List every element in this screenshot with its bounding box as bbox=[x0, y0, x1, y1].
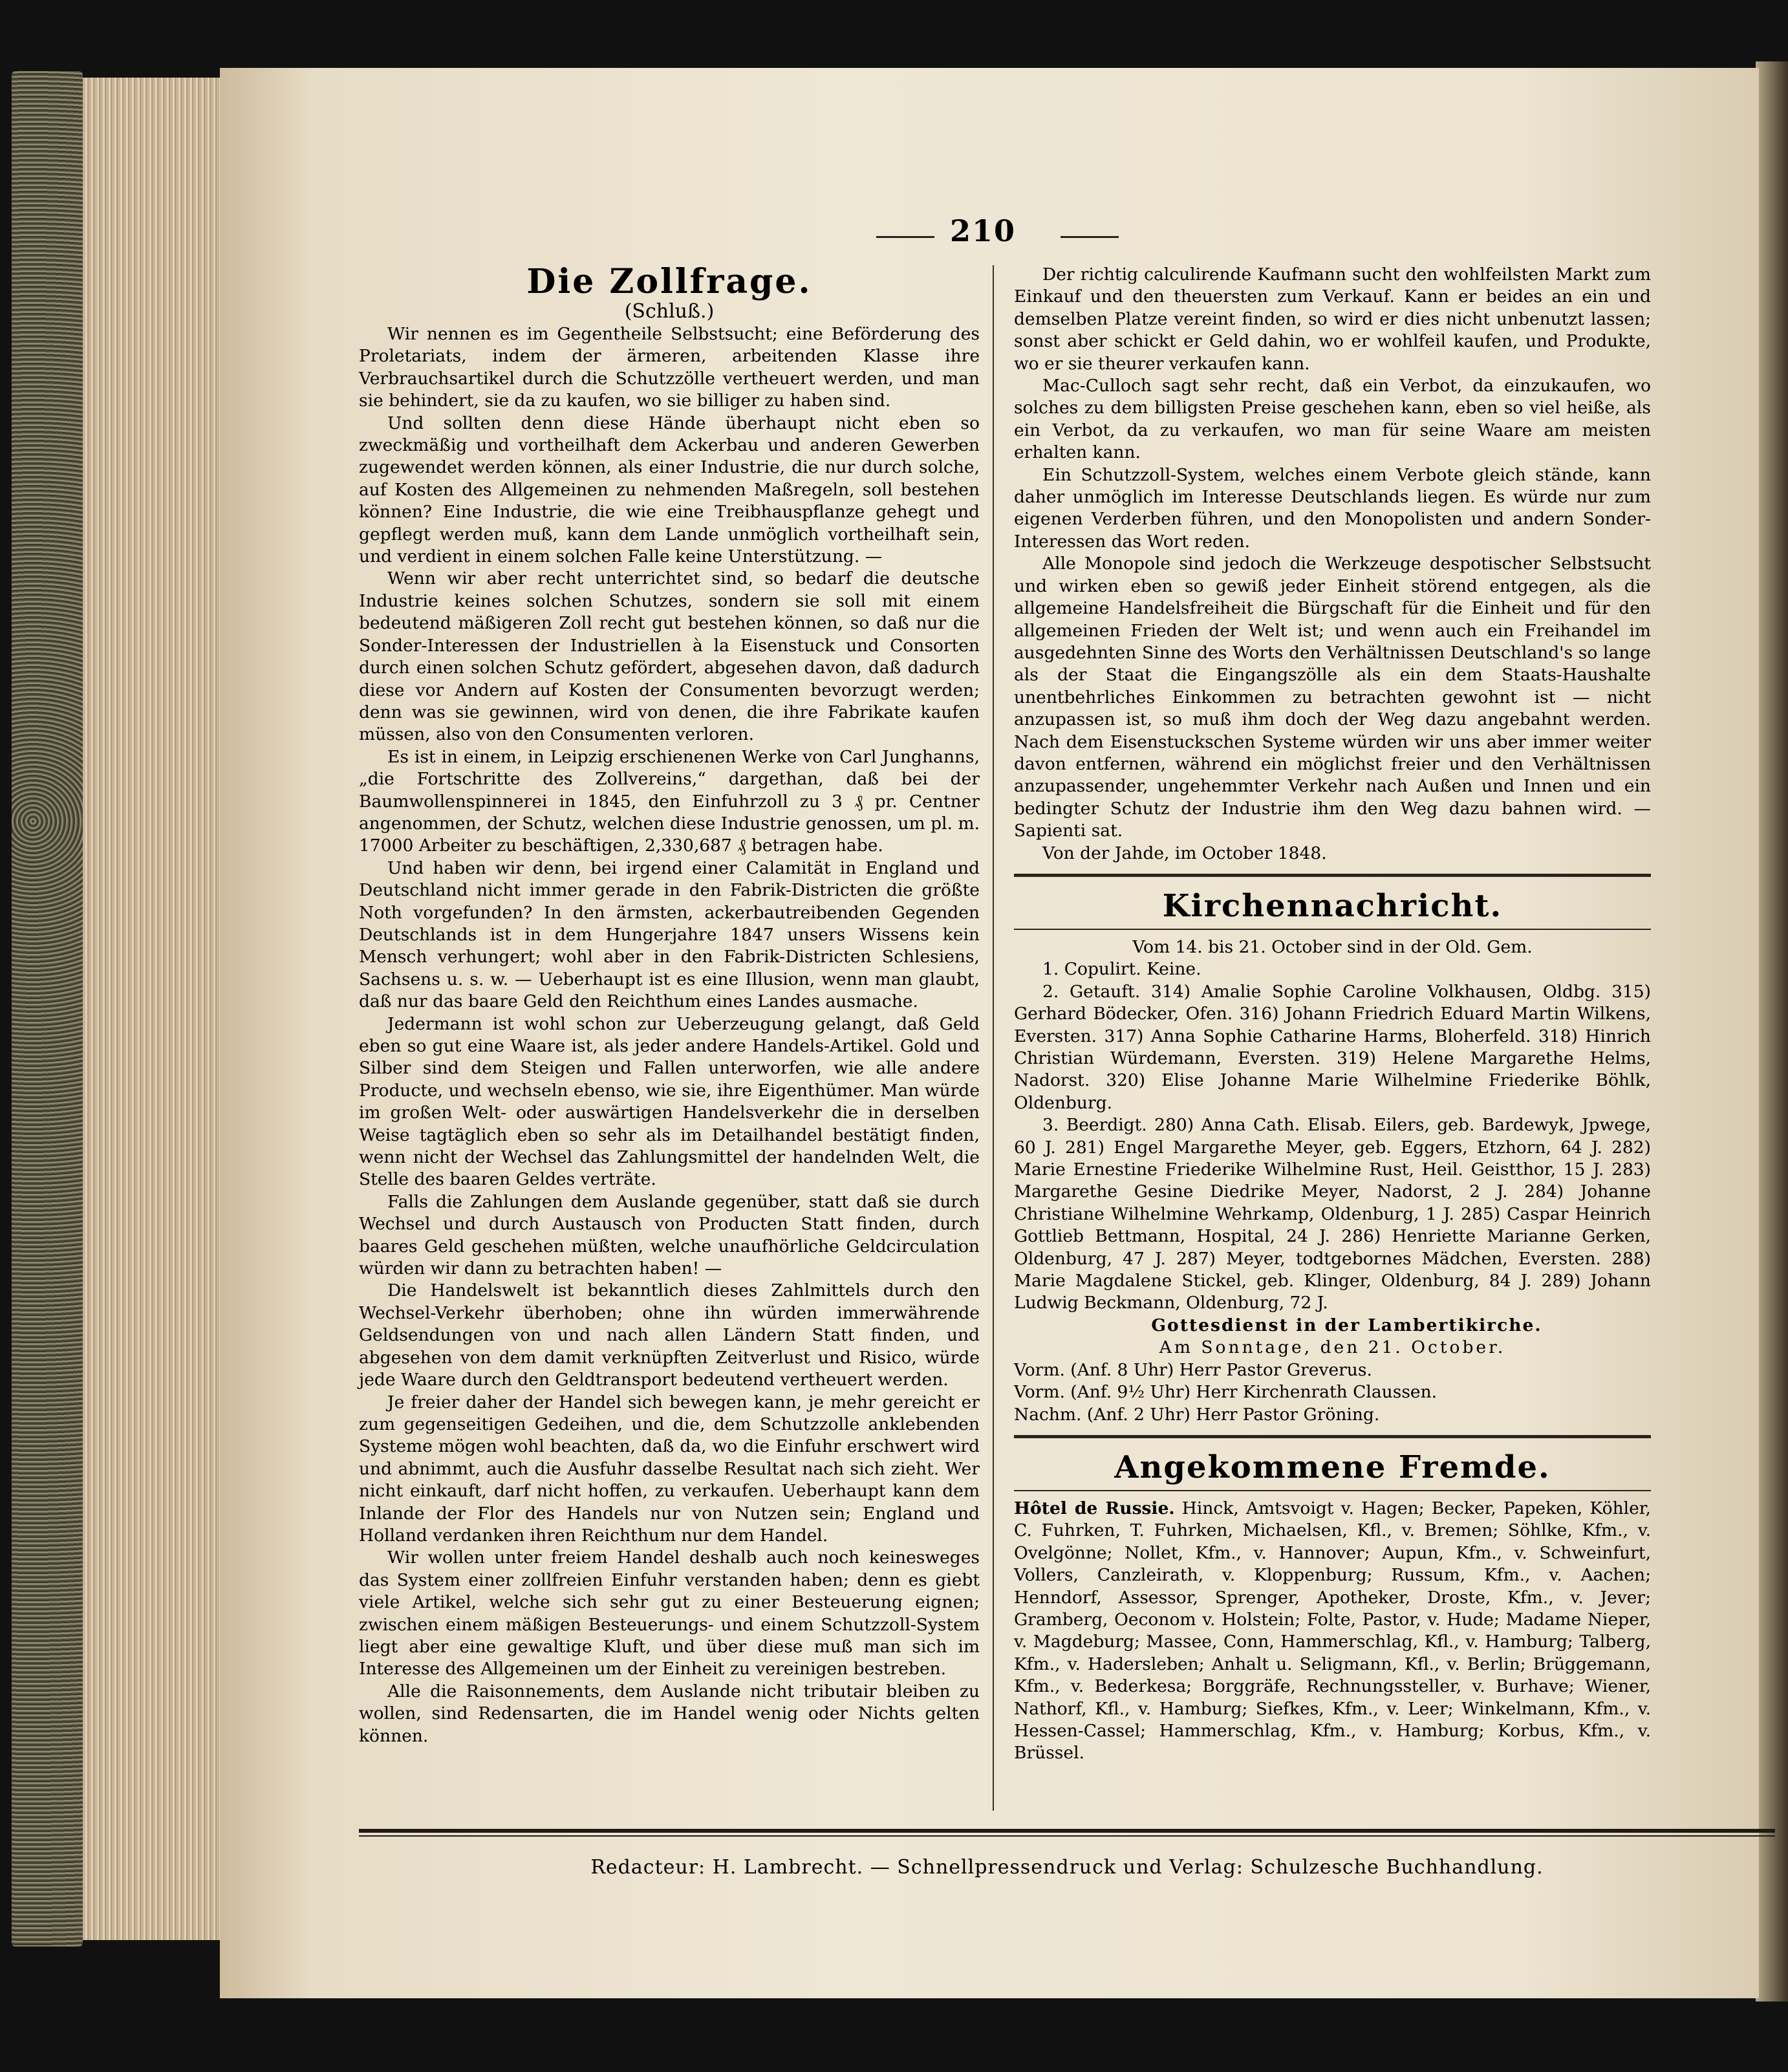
footer-rule-thin bbox=[359, 1835, 1775, 1837]
service-title: Gottesdienst in der Lambertikirche. bbox=[1151, 1315, 1542, 1335]
column-divider bbox=[993, 265, 994, 1811]
paragraph: Die Handelswelt ist bekanntlich dieses Zahlmittels durch den Wechsel-Verkehr überhoben; ohne ihn würden immerwährende Geldsendungen von und nach allen Ländern Statt finden, und abgesehen von dem damit verknüpften Zeitverlust und Risico, würde jede Waare durch den Geldtransport bedeutend vertheuert werden. bbox=[359, 1280, 980, 1390]
section-rule bbox=[1014, 874, 1651, 877]
service-entry: Nachm. (Anf. 2 Uhr) Herr Pastor Gröning. bbox=[1014, 1404, 1380, 1425]
paragraph: Wir wollen unter freiem Handel deshalb auch noch keinesweges das System einer zollfreien Einfuhr verstanden haben; denn es giebt viele Artikel, welche sich sehr gut zu einer Besteuerung eignen; zwischen einem mäßigen Besteuerungs- und einem Schutzzoll-System liegt aber eine gewaltige Kluft, und über diese muß man sich im Interesse des Allgemeinen um der Einheit zu vereinigen bestreben. bbox=[359, 1548, 980, 1679]
dateline: Von der Jahde, im October 1848. bbox=[1042, 843, 1327, 863]
service-date: Am Sonntage, den 21. October. bbox=[1159, 1337, 1506, 1358]
article-subtitle: (Schluß.) bbox=[624, 300, 715, 323]
arrivals-list: Hinck, Amtsvoigt v. Hagen; Becker, Papeken, Köhler, C. Fuhrken, T. Fuhrken, Michaelsen, Kfl., v. Bremen; Söhlke, Kfm., v. Ovelgönne; Nollet, Kfm., v. Hannover; Aupun, Kfm., v. Schweinfurt, Vollers, Canzleirath, v. Kloppenburg; Russum, Kfm., v. Aachen; Henndorf, Assessor, Sprenger, Apotheker, Droste, Kfm., v. Jever; Gramberg, Oeconom v. Holstein; Folte, Pastor, v. Hude; Madame Nieper, v. Magdeburg; Massee, Conn, Hammerschlag, Kfl., v. Hamburg; Talberg, Kfm., v. Haderslebеn; Anhalt u. Seligmann, Kfl., v. Berlin; Brüggemann, Kfm., v. Bederkesa; Borggräfe, Rechnungssteller, v. Burhave; Wiener, Nathorf, Kfl., v. Hamburg; Siefkes, Kfm., v. Leer; Winkelmann, Kfm., v. Hessen-Cassel; Hammerschlag, Kfm., v. Hamburg; Korbus, Kfm., v. Brüssel. bbox=[1014, 1498, 1651, 1764]
paragraph: Wir nennen es im Gegentheile Selbstsucht; eine Beförderung des Proletariats, indem der ärmeren, arbeitenden Klasse ihre Verbrauchsartikel durch die Schutzzölle vertheuert werden, und man sie behindert, sie da zu kaufen, wo sie billiger zu haben sind. bbox=[359, 324, 980, 411]
paragraph: Alle die Raisonnements, dem Auslande nicht tributair bleiben zu wollen, sind Redensarten, die im Handel wenig oder Nichts gelten können. bbox=[359, 1681, 980, 1746]
service-entry: Vorm. (Anf. 9½ Uhr) Herr Kirchenrath Claussen. bbox=[1014, 1382, 1438, 1403]
service-entry: Vorm. (Anf. 8 Uhr) Herr Pastor Greverus. bbox=[1014, 1359, 1372, 1380]
church-beerdigt: 3. Beerdigt. 280) Anna Cath. Elisab. Eilers, geb. Bardewyk, Jpwege, 60 J. 281) Engel Margarethe Meyer, geb. Eggers, Etzhorn, 64 J. 282) Marie Ernestine Friederike Wilhelmine Rust, Heil. Geistthor, 15 J. 283) Margarethe Gesine Diedrike Meyer, Nadorst, 2 J. 284) Johanne Christiane Wilhelmine Wehrkamp, Oldenburg, 1 J. 285) Caspar Heinrich Gottlieb Bettmann, Hospital, 24 J. 286) Henriette Marianne Gerken, Oldenburg, 47 J. 287) Meyer, todtgebornes Mädchen, Eversten. 288) Marie Magdalene Stickel, geb. Klinger, Oldenburg, 84 J. 289) Johann Ludwig Beckmann, Oldenburg, 72 J. bbox=[1014, 1115, 1651, 1313]
paragraph: Der richtig calculirende Kaufmann sucht den wohlfeilsten Markt zum Einkauf und den theuersten zum Verkauf. Kann er beides an ein und demselben Platze vereint finden, so wird er dies nicht unbenutzt lassen; sonst aber schickt er Geld dahin, wo er wohlfeil kaufen, und Produkte, wo er sie theurer verkaufen kann. bbox=[1014, 264, 1651, 374]
section-rule-thin bbox=[1014, 929, 1651, 930]
imprint-footer: Redacteur: H. Lambrecht. — Schnellpressendruck und Verlag: Schulzesche Buchhandlung. bbox=[590, 1856, 1544, 1879]
church-intro: Vom 14. bis 21. October sind in der Old. Gem. bbox=[1132, 936, 1533, 957]
page-number-rule-right bbox=[1061, 236, 1119, 238]
paragraph: Je freier daher der Handel sich bewegen kann, je mehr gereicht er zum gegenseitigen Gedeihen, und die, dem Schutzzolle anklebenden Systeme mögen wohl beachten, daß da, wo die Einfuhr erschwert wird und abnimmt, auch die Ausfuhr dasselbe Resultat nach sich zieht. Wer nicht einkauft, darf nicht hoffen, zu verkaufen. Ueberhaupt kann dem Inlande der Flor des Handels nur von Nutzen sein; England und Holland verdanken ihren Reichthum nur dem Handel. bbox=[359, 1392, 980, 1546]
paragraph: Alle Monopole sind jedoch die Werkzeuge despotischer Selbstsucht und wirken eben so gewiß jeder Einheit störend entgegen, als die allgemeine Handelsfreiheit die Bürgschaft für die Einheit und für den allgemeinen Frieden der Welt ist; und wenn auch ein Freihandel im ausgedehnten Sinne des Worts den Verhältnissen Deutschland's so lange als der Staat die Eingangszölle als ein dem Staats-Haushalte unentbehrliches Einkommen zu betrachten gewohnt ist — nicht anzupassen ist, so muß ihm doch der Weg dazu angebahnt werden. Nach dem Eisenstuckschen Systeme würden wir uns aber immer weiter davon entfernen, während ein möglichst freier und den Verhältnissen anzupassender, ungehemmter Verkehr nach Außen und Innen und ein bedingter Schutz der Industrie ihm den Weg dazu bahnen wird. — Sapienti sat. bbox=[1014, 554, 1651, 841]
paragraph: Ein Schutzzoll-System, welches einem Verbote gleich stände, kann daher unmöglich im Interesse Deutschlands liegen. Es würde nur zum eigenen Verderben führen, und den Monopolisten und andern Sonder-Interessen das Wort reden. bbox=[1014, 464, 1651, 552]
hotel-name: Hôtel de Russie. bbox=[1014, 1498, 1175, 1518]
church-news-title: Kirchennachricht. bbox=[1162, 887, 1503, 924]
paragraph: Jedermann ist wohl schon zur Ueberzeugung gelangt, daß Geld eben so gut eine Waare ist, als jeder andere Handels-Artikel. Gold und Silber sind dem Steigen und Fallen unterworfen, wie alle andere Producte, und wechseln ebenso, wie sie, ihre Eigenthümer. Man würde im großen Welt- oder auswärtigen Handelsverkehr die in derselben Weise tagtäglich eben so sehr als im Detailhandel bestätigt finden, wenn nicht der Wechsel das Zahlungsmittel der handelnden Welt, die Stelle des baaren Geldes verträte. bbox=[359, 1013, 980, 1190]
church-getauft: 2. Getauft. 314) Amalie Sophie Caroline Volkhausen, Oldbg. 315) Gerhard Bödecker, Ofen. 316) Johann Friedrich Eduard Martin Wilkens, Eversten. 317) Anna Sophie Catharine Harms, Bloherfeld. 318) Hinrich Christian Würdemann, Eversten. 319) Helene Margarethe Helms, Nadorst. 320) Elise Johanne Marie Wilhelmine Friederike Böhlk, Oldenburg. bbox=[1014, 981, 1651, 1113]
paragraph: Und sollten denn diese Hände überhaupt nicht eben so zweckmäßig und vortheilhaft dem Ackerbau und anderen Gewerben zugewendet werden können, als einer Industrie, die nur durch solche, auf Kosten des Allgemeinen zu nehmenden Maßregeln, soll bestehen können? Eine Industrie, die wie eine Treibhauspflanze gehegt und gepflegt werden muß, kann dem Lande unmöglich vortheilhaft sein, und verdient in einem solchen Falle keine Unterstützung. — bbox=[359, 413, 980, 567]
paragraph: Mac-Culloch sagt sehr recht, daß ein Verbot, da einzukaufen, wo solches zu dem billigsten Preise geschehen kann, eben so viel heiße, als ein Verbot, da zu verkaufen, wo man für seine Waare am meisten erhalten kann. bbox=[1014, 376, 1651, 463]
paragraph: Und haben wir denn, bei irgend einer Calamität in England und Deutschland nicht immer gerade in den Fabrik-Districten die größte Noth vorgefunden? In den ärmsten, ackerbautreibenden Gegenden Deutschlands ist in dem Hungerjahre 1847 unsers Wissens kein Mensch verhungert; wohl aber in den Fabrik-Districten Schlesiens, Sachsens u. s. w. — Ueberhaupt ist es eine Illusion, wenn man glaubt, daß nur das baare Geld den Reichthum eines Landes ausmache. bbox=[359, 858, 980, 1012]
page-number: 210 bbox=[949, 213, 1017, 248]
paragraph: Falls die Zahlungen dem Auslande gegenüber, statt daß sie durch Wechsel und durch Austausch von Producten Statt finden, durch baares Geld geschehen müßten, welche unaufhörliche Geldcirculation würden wir dann zu betrachten haben! — bbox=[359, 1191, 980, 1279]
church-copulirt: 1. Copulirt. Keine. bbox=[1042, 959, 1201, 980]
section-rule-thin bbox=[1014, 1490, 1651, 1491]
section-rule bbox=[1014, 1435, 1651, 1438]
arrivals-title: Angekommene Fremde. bbox=[1114, 1449, 1551, 1485]
paragraph: Wenn wir aber recht unterrichtet sind, so bedarf die deutsche Industrie keines solchen Schutzes, sondern sie soll mit einem bedeutend mäßigeren Zoll recht gut bestehen können, so daß nur die Sonder-Interessen der Industriellen à la Eisenstuck und Consorten durch einen solchen Schutz gefördert, abgesehen davon, daß dadurch diese vor Andern auf Kosten der Consumenten bevorzugt werden; denn was sie gewinnen, wird von denen, die ihre Fabrikate kaufen müssen, also von den Consumenten verloren. bbox=[359, 568, 980, 745]
footer-rule-thick bbox=[359, 1829, 1775, 1833]
article-column-right bbox=[1014, 264, 1651, 1765]
article-title: Die Zollfrage. bbox=[526, 262, 812, 301]
article-column-left bbox=[359, 264, 980, 1747]
paragraph: Es ist in einem, in Leipzig erschienenen Werke von Carl Junghanns, „die Fortschritte des Zollvereins,“ dargethan, daß bei der Baumwollenspinnerei in 1845, den Einfuhrzoll zu 3 ₰ pr. Centner angenommen, der Schutz, welchen diese Industrie genossen, um pl. m. 17000 Arbeiter zu beschäftigen, 2,330,687 ₰ betragen habe. bbox=[359, 746, 980, 856]
